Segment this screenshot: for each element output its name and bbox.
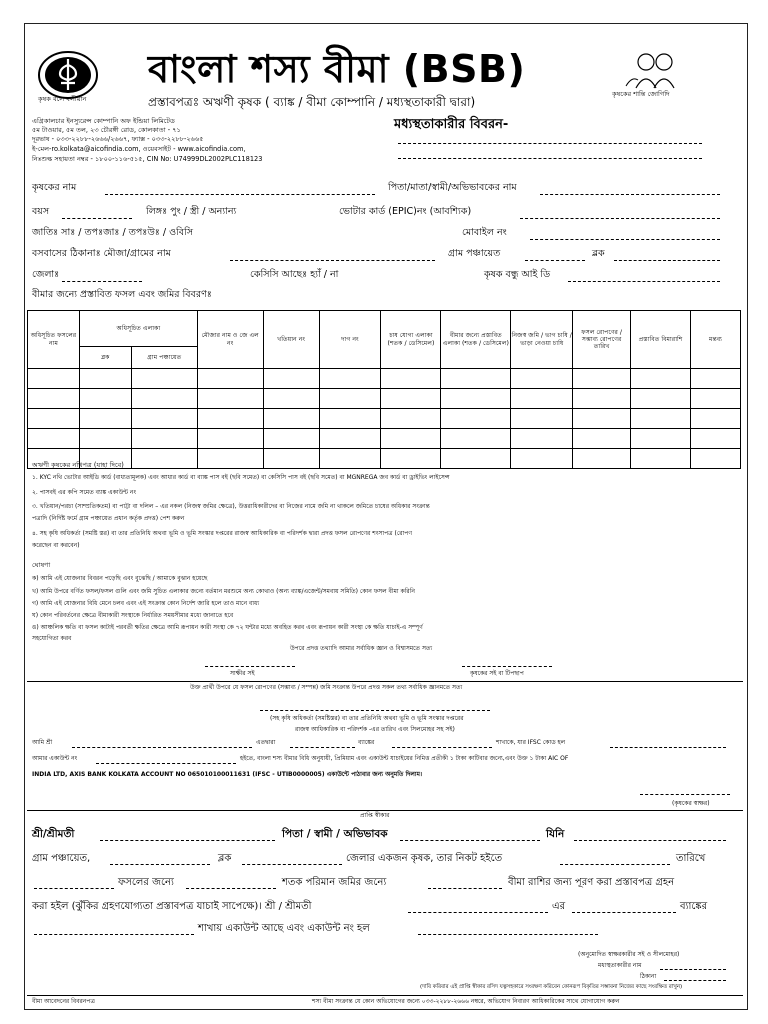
age-field[interactable] (62, 218, 132, 219)
gp-field[interactable] (525, 260, 585, 261)
col-gp: গ্রাম পঞ্চায়েত (131, 347, 197, 369)
voter-card-label: ভোটার কার্ড (EPIC)নং (আবশ্যিক) (339, 206, 472, 217)
receipt-line3-a: ফসলের জন্যে (118, 877, 174, 888)
table-row[interactable] (28, 429, 741, 449)
bank-line1-b: এতদ্বারা (256, 739, 276, 746)
receipt-block-field[interactable] (242, 864, 342, 865)
gender-options[interactable]: লিঙ্গঃ পুং / স্ত্রী / অন্যান্য (146, 206, 237, 217)
farmer-name-label: কৃষকের নাম (32, 182, 77, 193)
col-sum-insured: প্রস্তাবিত বিমারাশি (631, 311, 691, 369)
document-item-3b: পত্রাদি (নির্দিষ্ট ফর্মে গ্রাম পঞ্চায়েত প্রধান কর্তৃক প্রদত্ত) পেশ করুন (32, 515, 185, 522)
document-item-4: ৪. সহ কৃষি অধিকর্তা (সমষ্টি স্তর) বা তার প্রতিনিধি অথবা ভূমি ও ভূমি সংস্কার দপ্তরের রাজস্ব আধিকারিক বা পরিদর্শক দ্বারা প্রদত্ত ফসল রোপণের শংসাপত্র (রোপণ (32, 530, 413, 537)
witness-sign-line[interactable] (205, 666, 295, 667)
mobile-field[interactable] (530, 239, 720, 240)
bank-line2-a: আমার একাউন্ট নং (32, 755, 78, 762)
col-remarks: মন্তব্য (691, 311, 741, 369)
receipt-date-field[interactable] (560, 864, 670, 865)
receipt-line4-a: করা হইল (ঝুঁকির গ্রহণযোগ্যতা প্রস্তাবপত্র যাচাই সাপেক্ষে)। শ্রী / শ্রীমতী (32, 901, 312, 912)
intermediary-title: মধ্যস্থতাকারীর বিবরন- (394, 117, 509, 132)
declaration-item-e2: সহযোগিতা করব (32, 635, 72, 642)
section-divider (27, 681, 743, 682)
col-mouza: মৌজার নাম ও জে এল নং (197, 311, 263, 369)
block-field[interactable] (614, 260, 720, 261)
receipt-line2-c: জেলার একজন কৃষক, তার নিকট হইতে (346, 853, 503, 864)
form-subtitle: প্রস্তাবপত্রঃ অঋণী কৃষক ( ব্যাঙ্ক / বীমা কোম্পানি / মধ্যস্থতাকারী দ্বারা) (148, 95, 476, 109)
guardian-name-field[interactable] (540, 194, 720, 195)
bank-name-field[interactable] (290, 747, 355, 748)
col-sowing-date: ফসল রোপণের / সম্ভাব্য রোপণের তারিখ (573, 311, 631, 369)
krishak-bandhu-label: কৃষক বন্ধু আই ডি (484, 269, 551, 280)
farmer-name-field[interactable] (105, 194, 375, 195)
receipt-bank-field[interactable] (572, 912, 676, 913)
declaration-item-b: খ) আমি উপরে বর্ণিত ফসল/ফসল গুলি এবং জমি সুচিত এলাকার জন্যে বর্তমান মরশুমে অন্য কোথাও (অন্য ব্যাঙ্ক/এজেন্ট/সমবায় সমিতি) কোন ফসল বীমা করিনি (32, 588, 416, 595)
farmer-signature-line[interactable] (640, 794, 730, 795)
bank-line1-a: আমি শ্রী (32, 739, 53, 746)
bank-line1-d: শাখাকে, যার IFSC কোড হল (496, 739, 566, 746)
voter-card-field[interactable] (520, 218, 720, 219)
col-proposed-area: বীমার জন্যে প্রস্তাবিত এলাকা (শতক / ডেসিমেল) (441, 311, 511, 369)
col-block: ব্লক (79, 347, 131, 369)
crop-details-table (27, 310, 741, 469)
receipt-line1-b: পিতা / স্বামী / অভিভাবক (282, 828, 388, 840)
kcc-options[interactable]: কেসিসি আছেঃ হ্যাঁ / না (250, 269, 339, 280)
witness-sign-label: সাক্ষীর সই (230, 670, 255, 677)
receipt-divider (27, 810, 743, 811)
company-helpline: নিঃশুল্ক সহায়তা নম্বর - ১৮০০-১১৬-৫১৫, CIN No: U74999DL2002PLC118123 (32, 155, 263, 163)
crop-section-label: বীমার জন্যে প্রস্তাবিত ফসল এবং জমির বিবরণঃ (32, 289, 212, 300)
receipt-line2-a: গ্রাম পঞ্চায়েত, (32, 853, 91, 864)
company-phone: দূরভাষ - ০৩৩-২২৮৮-২৬৬৬/২৬৬৭, ফ্যাক্স - ০৩৩-২২৮৮-২৬৬৫ (32, 135, 204, 143)
verification-line-1: উক্ত প্রার্থী উপরে যে ফসল রোপণের (সম্ভাব্য / সম্পন্ন) জমি সংক্রান্ত উপরে প্রদত্ত সকল তথ্য সর্বাধিক জ্ঞানমতে সত্য (190, 684, 463, 691)
receipt-crop-field[interactable] (34, 888, 114, 889)
verification-line-2: (সহ কৃষি অধিকর্তা (সমষ্টিস্তর) বা তার প্রতিনিধি অথবা ভূমি ও ভূমি সংস্কার দপ্তরের (270, 715, 464, 722)
company-name: এগ্রিকালচার ইনস্যুরেন্স কোম্পানি অফ ইন্ডিয়া লিমিটেড (32, 117, 175, 125)
declaration-item-a: ক) আমি এই যোজনার বিবরন পড়েছি এবং বুঝেছি / আমাকে বুঝান হয়েছে (32, 575, 208, 582)
receipt-line4-c: ব্যাঙ্কের (680, 901, 708, 912)
receipt-sum-field[interactable] (428, 888, 502, 889)
table-row[interactable] (28, 449, 741, 469)
intermediary-name-label: মধ্যস্থতাকারীর নাম (598, 962, 642, 969)
guardian-name-label: পিতা/মাতা/স্বামী/অভিভাবকের নাম (388, 182, 517, 193)
village-field[interactable] (230, 260, 435, 261)
bank-line2-b: হইতে, বাংলা শস্য বীমার বিধি অনুযায়ী, প্রিমিয়াম এবং একাউন্ট যাচাইয়ের নিমিত্ত প্রতীকী ১ টাকা কাটিবার জন্যে,এবং উক্ত ১ টাকা AIC OF (240, 755, 569, 762)
farmer-sign-label: কৃষকের সই বা টিপছাপ (470, 670, 524, 677)
mobile-label: মোবাইল নং (462, 227, 507, 238)
farmer-signature-label: (কৃষকের স্বাক্ষর) (672, 800, 710, 807)
col-khatian: খতিয়ান নং (263, 311, 319, 369)
receipt-branch-field[interactable] (34, 934, 194, 935)
receipt-line1-a: শ্রী/শ্রীমতী (32, 828, 75, 840)
document-item-1: ১. KYC নথি ভোটার আইডি কার্ড (বাধ্যতামূলক) এবং আধার কার্ড বা ব্যাঙ্ক পাস বই (ছবি সমেত) বা কেসিসি পাস বই (ছবি সমেত) বা MGNREGA জব কার্ড বা ড্রাইভিং লাইসেন্স (32, 474, 450, 481)
account-number-field[interactable] (96, 763, 236, 764)
bank-line3: INDIA LTD, AXIS BANK KOLKATA ACCOUNT NO 065010100011631 (IFSC - UTIB0000005) একাউন্টে পাঠাবার জন্য অনুমতি দিলাম। (32, 771, 423, 778)
receipt-village-field[interactable] (574, 840, 726, 841)
intermediary-address-label: ঠিকানা (640, 973, 657, 980)
receipt-line5: শাখায় একাউন্ট আছে এবং একাউন্ট নং হল (198, 923, 370, 934)
farmer-sign-line[interactable] (462, 666, 552, 667)
receipt-name-field[interactable] (100, 840, 275, 841)
district-field[interactable] (62, 281, 142, 282)
table-header-row (28, 311, 741, 347)
receipt-line4-b: এর (552, 901, 566, 912)
ifsc-field[interactable] (610, 747, 726, 748)
receipt-area-field[interactable] (186, 888, 276, 889)
col-dag: দাগ নং (319, 311, 381, 369)
company-address: ৫ম টাওয়ার, ৫ম তল, ২৩ চৌরঙ্গী রোড, কোলকাতা - ৭১ (32, 126, 181, 134)
footer-right: শস্য বীমা সংক্রান্ত যে কোন অভিযোগের জন্যে ০৩৩-২২৮৮-২৬৬৬ নম্বরে, অভিযোগ নিবারণ আধিকারিকের সাথে যোগাযোগ করুন (312, 998, 620, 1005)
footer-divider (27, 995, 743, 996)
receipt-title: প্রাপ্তি স্বীকার (360, 812, 390, 819)
declaration-item-c: গ) আমি এই যোজনার বিধি মেনে চলব এবং এই সংক্রান্ত কোন নির্দেশ জারি হলে তাও মানে বাধ্য (32, 600, 260, 607)
document-item-4b: করেছেন বা করবেন) (32, 542, 80, 549)
document-item-2: ২. পাসবই এর কপি সমেত ব্যাঙ্ক একাউন্ট নং (32, 489, 137, 496)
bank-branch-field[interactable] (392, 747, 492, 748)
documents-title: অঋণী কৃষকের নথিপত্র (যাহা দিবে) (32, 461, 124, 469)
receipt-gp-field[interactable] (110, 864, 210, 865)
receipt-note: (দাবি করিবার এই প্রাপ্তি স্বীকার রসিদ যত্নসহকারে সংরক্ষণ করিবেন কোনরূপ বিকৃতির সম্ভাবনা নিজের কাছে সংরক্ষিত রাখুন) (420, 984, 683, 990)
krishak-bandhu-field[interactable] (568, 281, 720, 282)
receipt-holder-field[interactable] (408, 912, 548, 913)
receipt-line3-b: শতক পরিমান জমির জন্যে (282, 877, 387, 888)
receipt-account-field[interactable] (418, 934, 598, 935)
district-label: জেলাঃ (32, 269, 60, 280)
intermediary-address-field[interactable] (664, 980, 726, 981)
col-ownership: নিজস্ব জমি / ভাগ চাষি / ভাড়া নেওয়া চাষি (511, 311, 573, 369)
bank-farmer-name-field[interactable] (72, 747, 252, 748)
receipt-line2-d: তারিখে (676, 853, 706, 864)
table-row[interactable] (28, 409, 741, 429)
verifier-sign-line[interactable] (260, 710, 490, 711)
declaration-item-d: ঘ) কোন পরিবর্তনের ক্ষেত্রে বীমাকারী সংস্থাকে নির্ধারিত সময়সীমার মধ্যে জানাতে হবে (32, 612, 234, 619)
receipt-line3-c: বীমা রাশির জন্য পূরণ করা প্রস্তাবপত্র গ্রহন (508, 877, 675, 888)
page-title: বাংলা শস্য বীমা (BSB) (148, 47, 526, 91)
receipt-line2-b: ব্লক (218, 853, 232, 864)
intermediary-line-2[interactable] (398, 158, 702, 159)
verification-line-3: রাজস্ব আধিকারিক বা পরিদর্শক -এর তারিখ এবং সিলমোহর সহ সই) (295, 726, 455, 733)
receipt-line1-c: যিনি (546, 828, 565, 840)
authorised-sign-label: (অনুমোদিত স্বাক্ষরকারীর সই ও সীলমোহর) (578, 951, 680, 958)
block-label: ব্লক (592, 248, 605, 259)
declaration-title: ঘোষণা (32, 561, 51, 569)
affirmation-text: উপরে প্রদত্ত তথ্যাদি আমার সর্বাধিক জ্ঞান ও বিশ্বাসমতে সত্য (290, 645, 433, 652)
footer-left: বীমা আবেদনের বিবরনপত্র (32, 998, 95, 1005)
company-email: ই-মেল-ro.kolkata@aicofindia.com, ওয়েবসাইট - www.aicofindia.com, (32, 145, 246, 153)
address-label: বসবাসের ঠিকানাঃ মৌজা/গ্রামের নাম (32, 248, 171, 259)
bank-line1-c: ব্যাঙ্কের (358, 739, 375, 746)
table-row[interactable] (28, 369, 741, 389)
left-logo-caption: কৃষক বলে বলীয়ান (38, 95, 87, 103)
declaration-item-e: ঙ) আঞ্চলিক ক্ষতি বা ফসল কাটাই পরবর্তী ক্ষতির ক্ষেত্রে আমি রূপায়ন কারী সংস্থা কে ৭২ ঘন্টার মধ্যে অবহিত করব এবং রূপায়ন কারী সংস্থা কে ক্ষতি যাচাই-এ সম্পূর্ণ (32, 624, 423, 631)
col-cultivable-area: চাষ যোগ্য এলাকা (শতক / ডেসিমেল) (381, 311, 441, 369)
age-label: বয়স (32, 206, 50, 217)
caste-options[interactable]: জাতিঃ সাঃ / তপঃজাঃ / তপঃউঃ / ওবিসি (32, 227, 194, 238)
gp-label: গ্রাম পঞ্চায়েত (448, 248, 501, 259)
col-notified-area: অধিসূচিত এলাকা (79, 311, 197, 347)
intermediary-line-1[interactable] (398, 143, 702, 144)
col-crop-name: অধিসূচিত ফসলের নাম (28, 311, 80, 369)
receipt-guardian-field[interactable] (400, 840, 540, 841)
intermediary-name-field[interactable] (660, 969, 726, 970)
table-row[interactable] (28, 389, 741, 409)
right-logo-caption: কৃষকের শান্তি জোগিদি (612, 90, 670, 98)
document-item-3: ৩. খতিয়ান/পরচা (সাম্প্রতিকতম) বা পাট্টা বা দলিল – এর নকল (নিজস্ব জমির ক্ষেত্রে), উত্তরাধিকারীদের বা নিজের নামে জমি না থাকলে জমিতে চাষের অধিকার সংক্রান্ত (32, 503, 430, 510)
